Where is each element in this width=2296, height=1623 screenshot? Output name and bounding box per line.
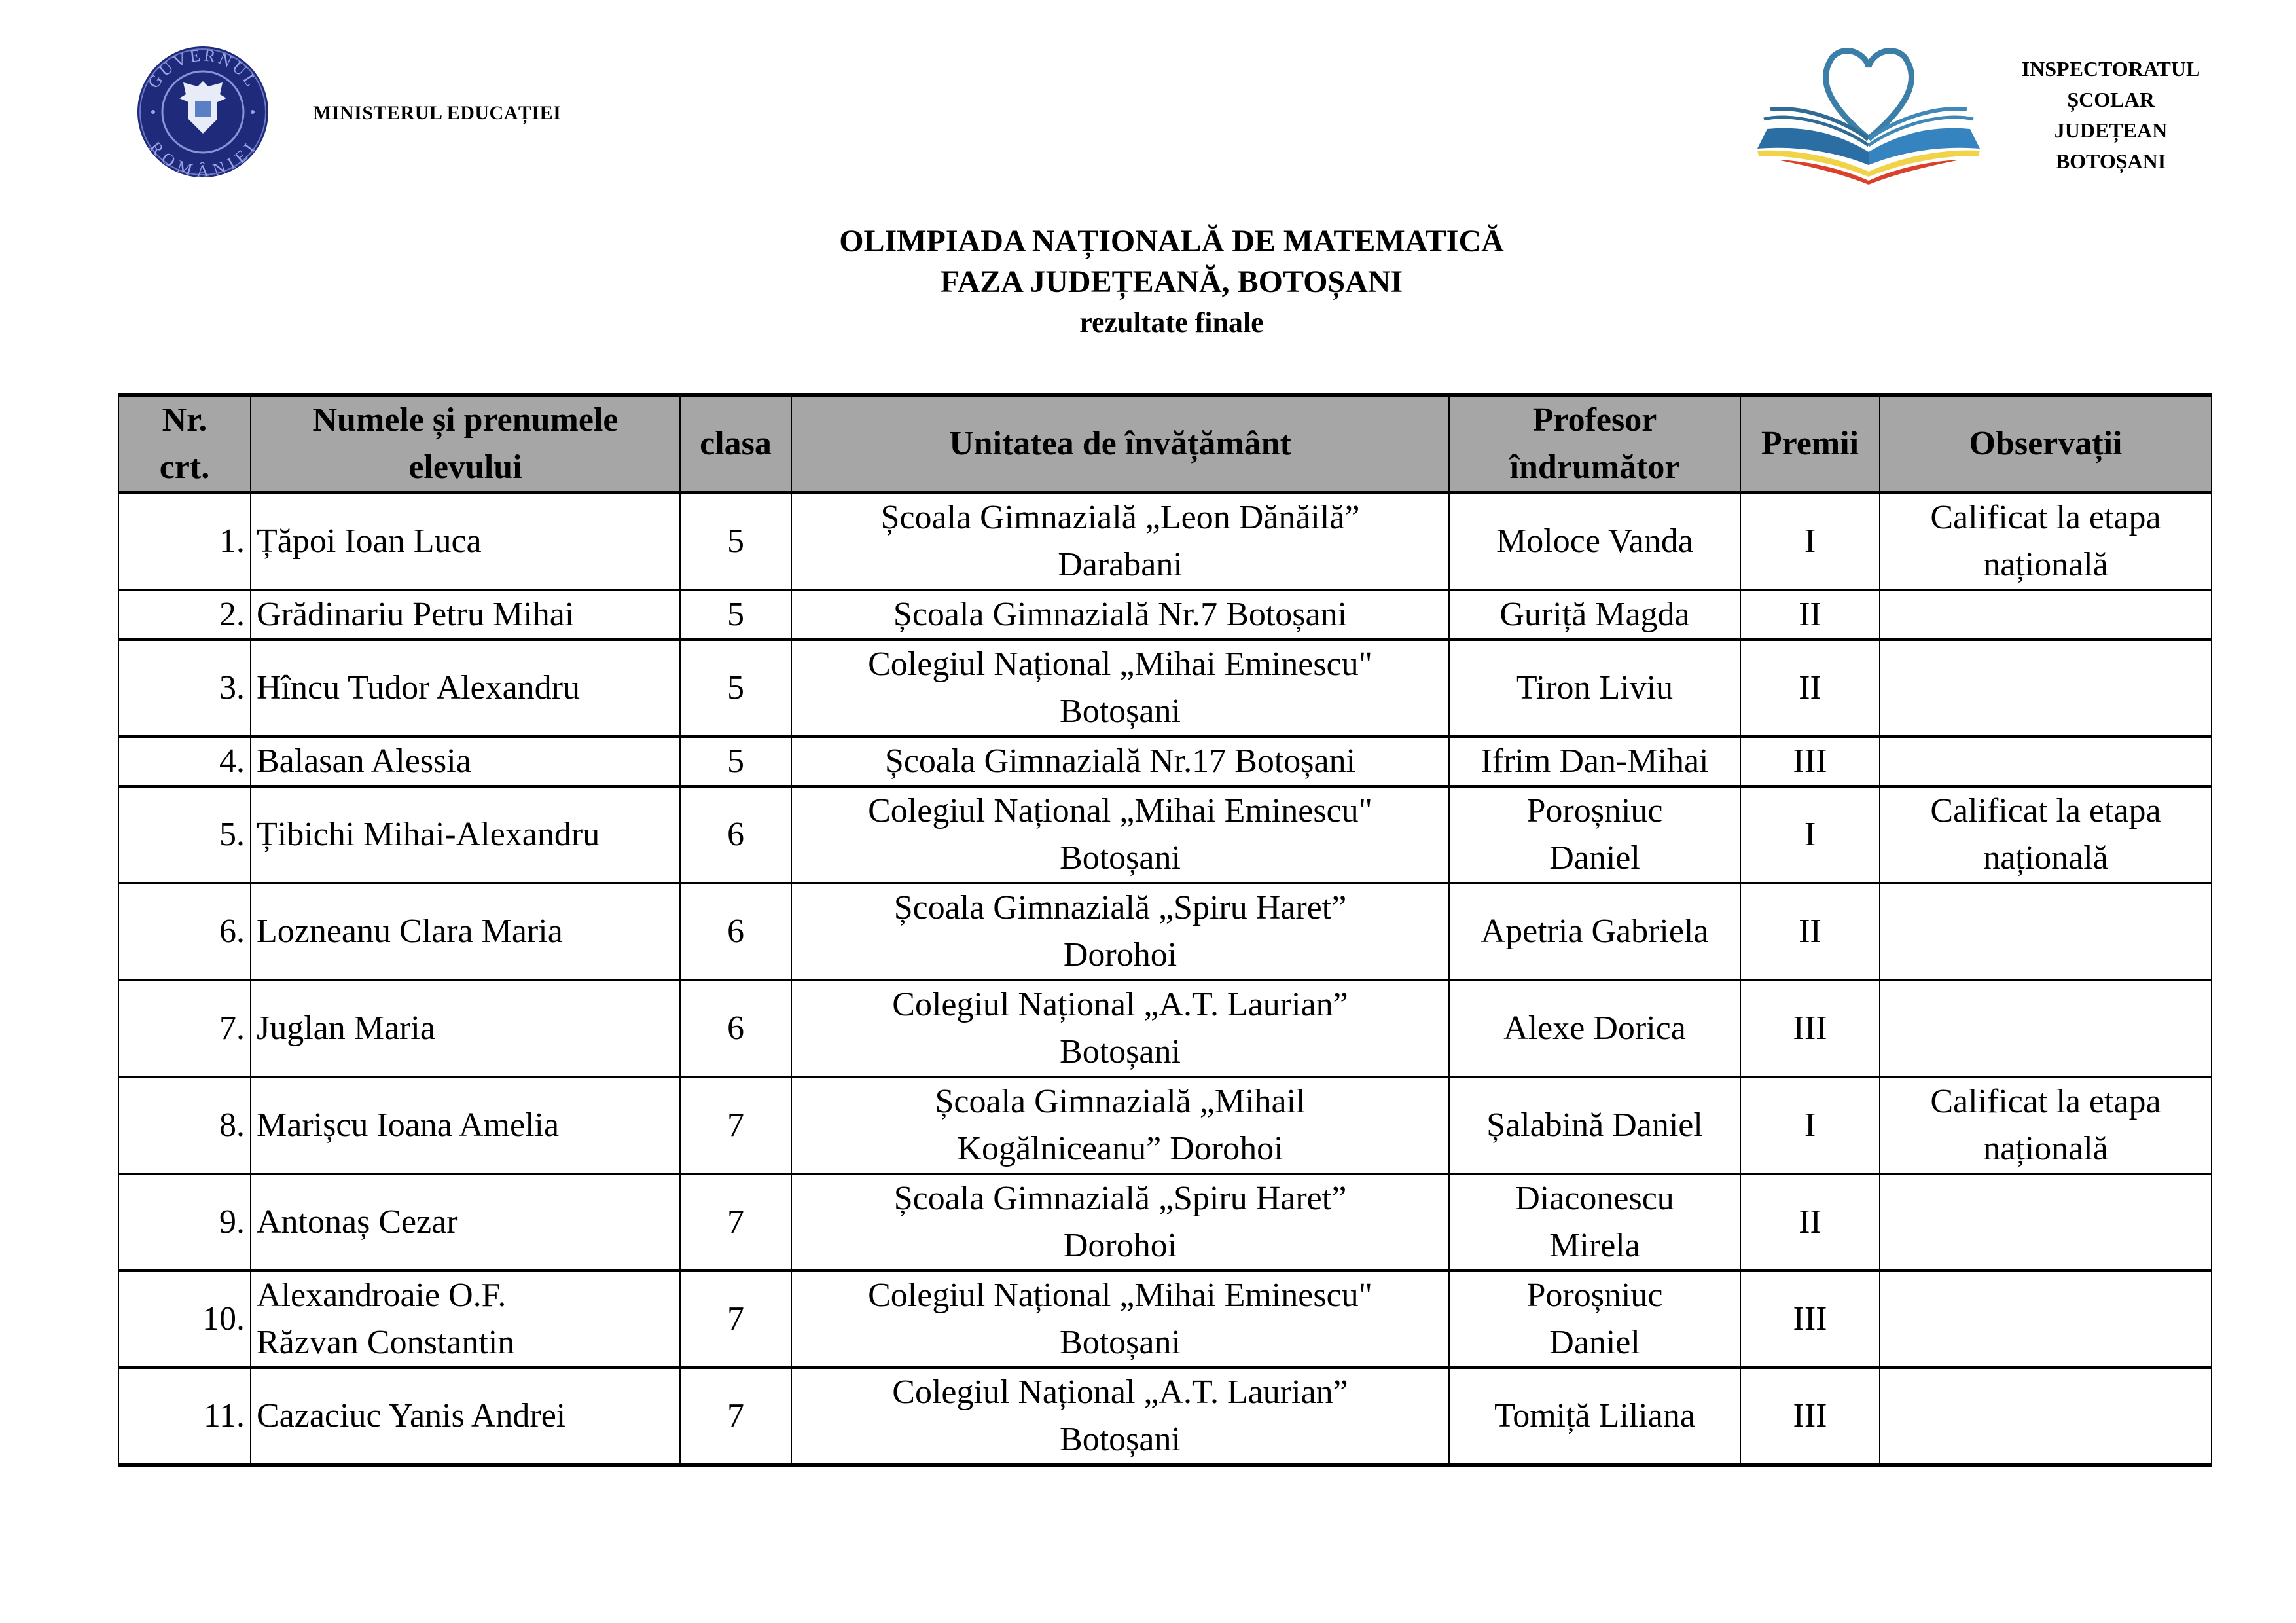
cell-premiu (1740, 640, 1880, 737)
cell-observatii (1880, 1271, 2212, 1368)
cell-school-text: Școala Gimnazială Nr.7 Botoșani (893, 596, 1348, 633)
cell-school (791, 493, 1449, 591)
cell-student-name-text: Țibichi Mihai-Alexandru (257, 816, 600, 853)
cell-professor-text: Șalabină Daniel (1486, 1106, 1703, 1144)
cell-school-text: Școala Gimnazială „Spiru Haret” (893, 889, 1347, 926)
cell-student-name-text: Țăpoi Ioan Luca (257, 522, 482, 560)
cell-school-text: Dorohoi (1063, 1227, 1177, 1264)
cell-observatii-text: națională (1983, 546, 2108, 583)
cell-school-text: Colegiul Național „A.T. Laurian” (892, 1374, 1348, 1411)
cell-school-text: Colegiul Național „Mihai Eminescu" (868, 646, 1372, 683)
cell-nr (118, 1174, 251, 1271)
cell-school-text: Botoșani (1060, 693, 1181, 730)
cell-premiu (1740, 883, 1880, 980)
cell-professor (1449, 1077, 1740, 1174)
cell-clasa (680, 640, 791, 737)
cell-school-text: Darabani (1058, 546, 1183, 583)
cell-observatii-text: națională (1983, 1130, 2108, 1167)
cell-professor (1449, 1174, 1740, 1271)
cell-observatii-text: Calificat la etapa (1930, 1083, 2161, 1120)
page-caption: rezultate finale (1079, 306, 1264, 338)
inspectorate-line: BOTOȘANI (2055, 149, 2166, 173)
cell-school-text: Kogălniceanu” Dorohoi (957, 1130, 1283, 1167)
cell-premiu-text: III (1793, 1397, 1827, 1434)
column-header-nr: Nr. crt. (118, 395, 251, 493)
cell-student-name (251, 1271, 680, 1368)
column-header-premii: Premii (1740, 395, 1880, 493)
cell-professor-text: Daniel (1549, 839, 1640, 877)
cell-premiu (1740, 1271, 1880, 1368)
cell-school-text: Școala Gimnazială „Spiru Haret” (893, 1180, 1347, 1217)
cell-nr (118, 980, 251, 1077)
cell-clasa-text: 7 (727, 1300, 744, 1338)
cell-premiu (1740, 590, 1880, 640)
cell-school (791, 1368, 1449, 1465)
cell-professor-text: Ifrim Dan-Mihai (1480, 742, 1709, 780)
cell-clasa-text: 6 (727, 1010, 744, 1047)
cell-school (791, 980, 1449, 1077)
cell-nr (118, 883, 251, 980)
table-row (118, 980, 2212, 1077)
cell-premiu (1740, 1174, 1880, 1271)
cell-premiu (1740, 737, 1880, 786)
cell-observatii (1880, 640, 2212, 737)
ministry-name: MINISTERUL EDUCAȚIEI (313, 102, 562, 124)
cell-premiu (1740, 1368, 1880, 1465)
cell-premiu-text: III (1793, 1010, 1827, 1047)
column-header-clasa: clasa (680, 395, 791, 493)
cell-observatii (1880, 1174, 2212, 1271)
cell-clasa (680, 737, 791, 786)
cell-professor-text: Daniel (1549, 1324, 1640, 1361)
cell-student-name-text: Răzvan Constantin (257, 1324, 515, 1361)
cell-school (791, 1077, 1449, 1174)
cell-school (791, 590, 1449, 640)
table-row (118, 1077, 2212, 1174)
cell-nr (118, 1271, 251, 1368)
cell-professor (1449, 1271, 1740, 1368)
cell-clasa (680, 786, 791, 883)
cell-premiu-text: II (1799, 669, 1821, 706)
cell-nr-text: 6. (219, 913, 245, 950)
cell-school-text: Dorohoi (1063, 936, 1177, 974)
cell-professor-text: Guriță Magda (1499, 596, 1690, 633)
cell-school-text: Botoșani (1060, 1033, 1181, 1070)
cell-professor (1449, 1368, 1740, 1465)
cell-premiu-text: III (1793, 1300, 1827, 1338)
document-title-block (0, 221, 2296, 343)
cell-clasa (680, 1077, 791, 1174)
cell-premiu (1740, 786, 1880, 883)
table-row (118, 640, 2212, 737)
cell-school-text: Școala Gimnazială „Leon Dănăilă” (880, 499, 1360, 536)
cell-professor-text: Tiron Liviu (1516, 669, 1674, 706)
cell-clasa-text: 7 (727, 1106, 744, 1144)
cell-premiu (1740, 493, 1880, 591)
results-table (118, 393, 2212, 1467)
svg-text:GUVERNUL: GUVERNUL (143, 45, 262, 92)
page-title: OLIMPIADA NAȚIONALĂ DE MATEMATICĂ (839, 224, 1504, 259)
table-header-row (118, 395, 2212, 493)
table-row (118, 786, 2212, 883)
table-row (118, 493, 2212, 591)
cell-observatii-text: Calificat la etapa (1930, 792, 2161, 830)
table-row (118, 1271, 2212, 1368)
cell-clasa (680, 883, 791, 980)
inspectorate-name (2003, 54, 2219, 177)
cell-school (791, 883, 1449, 980)
cell-clasa-text: 5 (727, 669, 744, 706)
cell-school (791, 737, 1449, 786)
cell-clasa-text: 7 (727, 1397, 744, 1434)
cell-professor-text: Diaconescu (1515, 1180, 1674, 1217)
page-subtitle: FAZA JUDEȚEANĂ, BOTOȘANI (940, 264, 1403, 299)
cell-student-name-text: Marișcu Ioana Amelia (257, 1106, 560, 1144)
cell-observatii (1880, 737, 2212, 786)
cell-student-name-text: Cazaciuc Yanis Andrei (257, 1397, 566, 1434)
cell-clasa (680, 980, 791, 1077)
cell-student-name (251, 1077, 680, 1174)
cell-student-name (251, 640, 680, 737)
cell-school-text: Școala Gimnazială „Mihail (935, 1083, 1306, 1120)
cell-professor-text: Alexe Dorica (1503, 1010, 1686, 1047)
cell-clasa-text: 5 (727, 596, 744, 633)
cell-student-name (251, 786, 680, 883)
cell-nr-text: 7. (219, 1010, 245, 1047)
cell-clasa (680, 1368, 791, 1465)
table-row (118, 1368, 2212, 1465)
cell-nr-text: 5. (219, 816, 245, 853)
cell-school (791, 640, 1449, 737)
cell-professor (1449, 590, 1740, 640)
cell-nr (118, 493, 251, 591)
cell-student-name (251, 1174, 680, 1271)
cell-school (791, 1271, 1449, 1368)
cell-observatii-text: Calificat la etapa (1930, 499, 2161, 536)
cell-school-text: Colegiul Național „A.T. Laurian” (892, 986, 1348, 1023)
cell-school-text: Colegiul Național „Mihai Eminescu" (868, 1277, 1372, 1314)
cell-premiu-text: I (1804, 816, 1816, 853)
svg-text:ROMÂNIEI: ROMÂNIEI (145, 137, 260, 181)
cell-nr (118, 1368, 251, 1465)
cell-professor (1449, 493, 1740, 591)
cell-professor-text: Moloce Vanda (1496, 522, 1693, 560)
cell-student-name (251, 493, 680, 591)
inspectorate-line: INSPECTORATUL (2021, 57, 2200, 81)
cell-professor-text: Apetria Gabriela (1480, 913, 1709, 950)
guvernul-romaniei-seal-icon (131, 43, 275, 181)
cell-nr-text: 4. (219, 742, 245, 780)
cell-clasa (680, 1174, 791, 1271)
cell-student-name-text: Hîncu Tudor Alexandru (257, 669, 580, 706)
cell-professor (1449, 640, 1740, 737)
cell-observatii (1880, 1077, 2212, 1174)
cell-clasa (680, 590, 791, 640)
cell-observatii (1880, 590, 2212, 640)
cell-clasa-text: 6 (727, 913, 744, 950)
cell-professor-text: Poroșniuc (1526, 1277, 1663, 1314)
cell-observatii (1880, 786, 2212, 883)
cell-nr-text: 8. (219, 1106, 245, 1144)
cell-professor-text: Tomiță Liliana (1494, 1397, 1695, 1434)
cell-school-text: Botoșani (1060, 839, 1181, 877)
cell-nr-text: 2. (219, 596, 245, 633)
cell-nr-text: 10. (202, 1300, 245, 1338)
cell-school-text: Colegiul Național „Mihai Eminescu" (868, 792, 1372, 830)
cell-student-name (251, 737, 680, 786)
table-row (118, 1174, 2212, 1271)
cell-student-name (251, 1368, 680, 1465)
cell-professor-text: Poroșniuc (1526, 792, 1663, 830)
cell-observatii-text: națională (1983, 839, 2108, 877)
cell-nr (118, 1077, 251, 1174)
cell-clasa-text: 7 (727, 1203, 744, 1241)
cell-clasa-text: 6 (727, 816, 744, 853)
cell-premiu-text: I (1804, 522, 1816, 560)
cell-clasa (680, 493, 791, 591)
cell-student-name-text: Alexandroaie O.F. (257, 1277, 507, 1314)
cell-nr (118, 640, 251, 737)
cell-student-name-text: Grădinariu Petru Mihai (257, 596, 575, 633)
cell-professor (1449, 883, 1740, 980)
table-row (118, 590, 2212, 640)
column-header-observatii: Observații (1880, 395, 2212, 493)
cell-student-name-text: Juglan Maria (257, 1010, 435, 1047)
cell-professor (1449, 786, 1740, 883)
column-header-name: Numele și prenumele elevului (251, 395, 680, 493)
cell-clasa-text: 5 (727, 742, 744, 780)
cell-premiu-text: II (1799, 913, 1821, 950)
cell-premiu-text: II (1799, 596, 1821, 633)
cell-school-text: Școala Gimnazială Nr.17 Botoșani (884, 742, 1356, 780)
cell-student-name-text: Lozneanu Clara Maria (257, 913, 563, 950)
cell-student-name (251, 980, 680, 1077)
cell-nr (118, 590, 251, 640)
cell-professor-text: Mirela (1549, 1227, 1640, 1264)
cell-student-name (251, 590, 680, 640)
cell-premiu (1740, 1077, 1880, 1174)
cell-school-text: Botoșani (1060, 1324, 1181, 1361)
cell-student-name (251, 883, 680, 980)
inspectorate-line: JUDEȚEAN (2054, 119, 2168, 142)
cell-observatii (1880, 980, 2212, 1077)
table-row (118, 737, 2212, 786)
cell-student-name-text: Balasan Alessia (257, 742, 471, 780)
cell-school-text: Botoșani (1060, 1421, 1181, 1458)
column-header-unit: Unitatea de învățământ (791, 395, 1449, 493)
cell-nr-text: 9. (219, 1203, 245, 1241)
column-header-professor: Profesor îndrumător (1449, 395, 1740, 493)
cell-nr-text: 3. (219, 669, 245, 706)
cell-clasa (680, 1271, 791, 1368)
table-row (118, 883, 2212, 980)
cell-nr-text: 1. (219, 522, 245, 560)
cell-professor (1449, 737, 1740, 786)
cell-student-name-text: Antonaș Cezar (257, 1203, 458, 1241)
cell-nr (118, 737, 251, 786)
cell-premiu (1740, 980, 1880, 1077)
open-book-heart-icon (1751, 41, 1986, 185)
cell-school (791, 786, 1449, 883)
cell-nr (118, 786, 251, 883)
cell-observatii (1880, 883, 2212, 980)
cell-clasa-text: 5 (727, 522, 744, 560)
cell-premiu-text: II (1799, 1203, 1821, 1241)
inspectorate-line: ȘCOLAR (2067, 88, 2155, 111)
cell-observatii (1880, 493, 2212, 591)
cell-observatii (1880, 1368, 2212, 1465)
cell-premiu-text: III (1793, 742, 1827, 780)
cell-premiu-text: I (1804, 1106, 1816, 1144)
cell-school (791, 1174, 1449, 1271)
cell-professor (1449, 980, 1740, 1077)
cell-nr-text: 11. (203, 1397, 245, 1434)
